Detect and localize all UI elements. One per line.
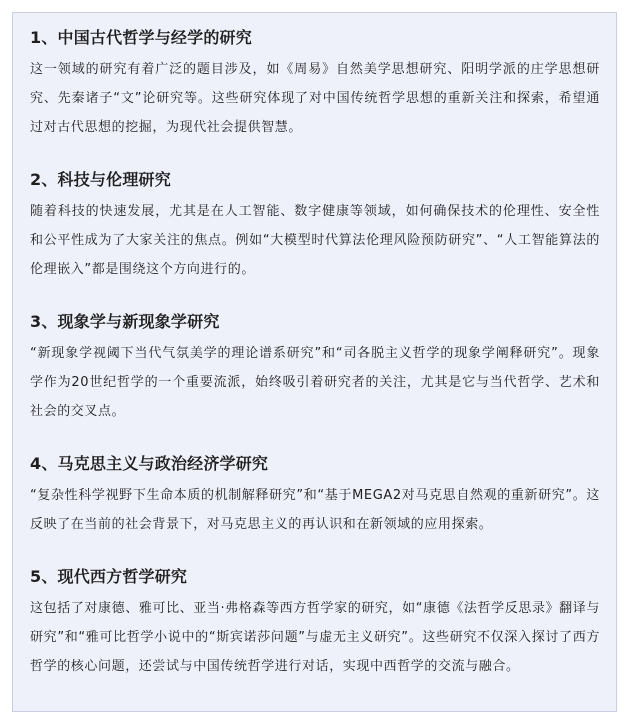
content-panel — [12, 12, 617, 712]
section-body: “新现象学视阈下当代气氛美学的理论谱系研究”和“司各脱主义哲学的现象学阐释研究”。现象学作为20世纪哲学的一个重要流派，始终吸引着研究者的关注，尤其是它与当代哲学、艺术和社会的交叉点。 — [30, 346, 600, 419]
section-ancient-philosophy — [30, 27, 600, 142]
section-heading: 2、科技与伦理研究 — [30, 170, 171, 189]
section-body: 随着科技的快速发展，尤其是在人工智能、数字健康等领域，如何确保技术的伦理性、安全性和公平性成为了大家关注的焦点。例如“大模型时代算法伦理风险预防研究”、“人工智能算法的伦理嵌入”都是围绕这个方向进行的。 — [30, 204, 600, 277]
section-body: 这一领域的研究有着广泛的题目涉及，如《周易》自然美学思想研究、阳明学派的庄学思想研究、先秦诸子“文”论研究等。这些研究体现了对中国传统哲学思想的重新关注和探索，希望通过对古代思想的挖掘，为现代社会提供智慧。 — [30, 62, 600, 135]
section-tech-ethics — [30, 169, 600, 284]
section-phenomenology — [30, 311, 600, 426]
section-marxism — [30, 453, 600, 539]
section-western-philosophy — [30, 566, 600, 681]
section-heading: 5、现代西方哲学研究 — [30, 567, 188, 586]
section-heading: 1、中国古代哲学与经学的研究 — [30, 28, 252, 47]
section-heading: 4、马克思主义与政治经济学研究 — [30, 454, 269, 473]
section-body: “复杂性科学视野下生命本质的机制解释研究”和“基于MEGA2对马克思自然观的重新研究”。这反映了在当前的社会背景下，对马克思主义的再认识和在新领域的应用探索。 — [30, 488, 600, 532]
section-body: 这包括了对康德、雅可比、亚当·弗格森等西方哲学家的研究，如“康德《法哲学反思录》翻译与研究”和“雅可比哲学小说中的“斯宾诺莎问题”与虚无主义研究”。这些研究不仅深入探讨了西方哲学的核心问题，还尝试与中国传统哲学进行对话，实现中西哲学的交流与融合。 — [30, 601, 600, 674]
section-heading: 3、现象学与新现象学研究 — [30, 312, 220, 331]
